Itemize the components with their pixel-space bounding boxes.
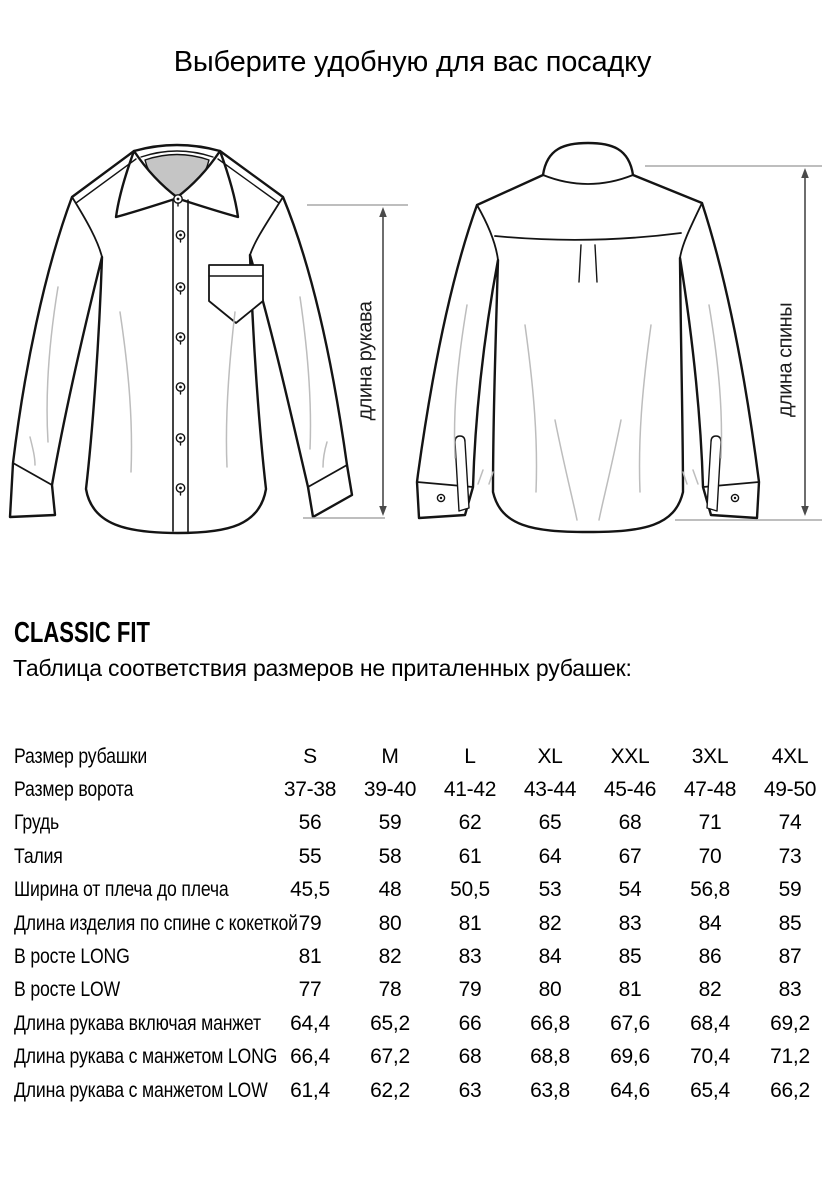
- cell-value: 59: [378, 811, 402, 835]
- cell-value: M: [381, 744, 399, 768]
- cell-value: XXL: [610, 744, 650, 768]
- cell-value: 83: [458, 945, 482, 969]
- sleeve-length-label: длина рукава: [354, 301, 377, 421]
- cell-value: 65,2: [370, 1011, 410, 1035]
- cell-value: 71,2: [770, 1045, 810, 1069]
- cell-value: 62,2: [370, 1078, 410, 1102]
- cell-value: 67: [618, 844, 642, 868]
- cell-value: 69,2: [770, 1011, 810, 1035]
- row-label-text: Длина рукава включая манжет: [14, 1011, 261, 1035]
- cell-value: 73: [778, 844, 802, 868]
- cell-value: 59: [778, 878, 802, 902]
- cell-value: 66: [458, 1011, 482, 1035]
- table-row: [14, 773, 825, 806]
- cell-value: 85: [778, 911, 802, 935]
- table-row: [14, 740, 825, 773]
- table-caption: Таблица соответствия размеров не приталенных рубашек:: [13, 655, 632, 681]
- cell-value: 45-46: [603, 778, 657, 802]
- cell-value: 80: [538, 978, 562, 1002]
- table-row: [14, 874, 825, 907]
- cell-value: 87: [778, 945, 802, 969]
- cell-value: L: [464, 744, 476, 768]
- cell-value: 61,4: [290, 1078, 330, 1102]
- row-label-text: В росте LONG: [14, 945, 130, 969]
- cell-value: 84: [538, 945, 562, 969]
- cell-value: 50,5: [450, 878, 490, 902]
- cell-value: 83: [618, 911, 642, 935]
- cell-value: 37-38: [283, 778, 337, 802]
- cell-value: 78: [378, 978, 402, 1002]
- cuff-button: [437, 494, 444, 501]
- cell-value: 61: [458, 844, 482, 868]
- cell-value: 3XL: [691, 744, 729, 768]
- cell-value: 67,2: [370, 1045, 410, 1069]
- row-label-text: Размер рубашки: [14, 744, 148, 768]
- cell-value: 77: [298, 978, 322, 1002]
- cell-value: 66,8: [530, 1011, 570, 1035]
- cell-value: 45,5: [290, 878, 330, 902]
- table-row: [14, 974, 825, 1007]
- cell-value: 82: [378, 945, 402, 969]
- table-row: [14, 1074, 825, 1107]
- cell-value: 65: [538, 811, 562, 835]
- cell-value: 79: [298, 911, 322, 935]
- row-label: [14, 778, 270, 802]
- row-label: [14, 1079, 270, 1103]
- cell-value: XL: [537, 744, 563, 768]
- cell-value: 48: [378, 878, 402, 902]
- cell-value: 71: [698, 811, 722, 835]
- cell-value: 83: [778, 978, 802, 1002]
- cell-value: 63: [458, 1078, 482, 1102]
- cell-value: 49-50: [763, 778, 817, 802]
- cell-value: 81: [458, 911, 482, 935]
- row-label: [14, 1012, 270, 1036]
- cell-value: 54: [618, 878, 642, 902]
- cell-value: 68: [458, 1045, 482, 1069]
- row-label: [14, 845, 270, 869]
- cell-value: 70: [698, 844, 722, 868]
- cell-value: 66,4: [290, 1045, 330, 1069]
- row-label: [14, 1045, 278, 1069]
- row-label: [14, 911, 298, 936]
- table-row: [14, 840, 825, 873]
- cell-value: 82: [538, 911, 562, 935]
- cell-value: 64,6: [610, 1078, 650, 1102]
- cell-value: 69,6: [610, 1045, 650, 1069]
- cell-value: 62: [458, 811, 482, 835]
- cell-value: S: [303, 744, 317, 768]
- cell-value: 53: [538, 878, 562, 902]
- cell-value: 41-42: [443, 778, 497, 802]
- table-row: [14, 1007, 825, 1040]
- row-label-text: Грудь: [14, 811, 60, 835]
- cell-value: 79: [458, 978, 482, 1002]
- cell-value: 39-40: [363, 778, 417, 802]
- row-label: [14, 978, 270, 1002]
- cell-value: 81: [298, 945, 322, 969]
- cell-value: 85: [618, 945, 642, 969]
- cell-value: 68,4: [690, 1011, 730, 1035]
- cell-value: 55: [298, 844, 322, 868]
- table-row: [14, 807, 825, 840]
- row-label-text: Размер ворота: [14, 778, 134, 802]
- row-label: [14, 878, 270, 902]
- cell-value: 56: [298, 811, 322, 835]
- row-label-text: Длина рукава с манжетом LONG: [14, 1045, 278, 1069]
- cell-value: 86: [698, 945, 722, 969]
- back-length-label: длина спины: [774, 302, 797, 418]
- row-label: [14, 745, 270, 769]
- cell-value: 43-44: [523, 778, 577, 802]
- cell-value: 67,6: [610, 1011, 650, 1035]
- cell-value: 70,4: [690, 1045, 730, 1069]
- table-row: [14, 1041, 825, 1074]
- row-label: [14, 811, 270, 835]
- cell-value: 47-48: [683, 778, 737, 802]
- cell-value: 56,8: [690, 878, 730, 902]
- cell-value: 68: [618, 811, 642, 835]
- row-label-text: Талия: [14, 844, 63, 868]
- fit-heading: CLASSIC FIT: [14, 617, 150, 649]
- cell-value: 74: [778, 811, 802, 835]
- cell-value: 66,2: [770, 1078, 810, 1102]
- cell-value: 65,4: [690, 1078, 730, 1102]
- cell-value: 80: [378, 911, 402, 935]
- cell-value: 64,4: [290, 1011, 330, 1035]
- cell-value: 81: [618, 978, 642, 1002]
- row-label-text: В росте LOW: [14, 978, 121, 1002]
- page-title: Выберите удобную для вас посадку: [173, 46, 652, 78]
- cell-value: 4XL: [771, 744, 809, 768]
- cell-value: 58: [378, 844, 402, 868]
- cell-value: 64: [538, 844, 562, 868]
- table-row: [14, 907, 825, 940]
- cell-value: 84: [698, 911, 722, 935]
- row-label-text: Длина рукава с манжетом LOW: [14, 1078, 268, 1102]
- row-label-text: Длина изделия по спине с кокеткой: [14, 911, 298, 935]
- size-table: [14, 740, 825, 1107]
- row-label: [14, 945, 270, 969]
- cell-value: 68,8: [530, 1045, 570, 1069]
- cell-value: 82: [698, 978, 722, 1002]
- table-row: [14, 940, 825, 973]
- cell-value: 63,8: [530, 1078, 570, 1102]
- row-label-text: Ширина от плеча до плеча: [14, 878, 229, 902]
